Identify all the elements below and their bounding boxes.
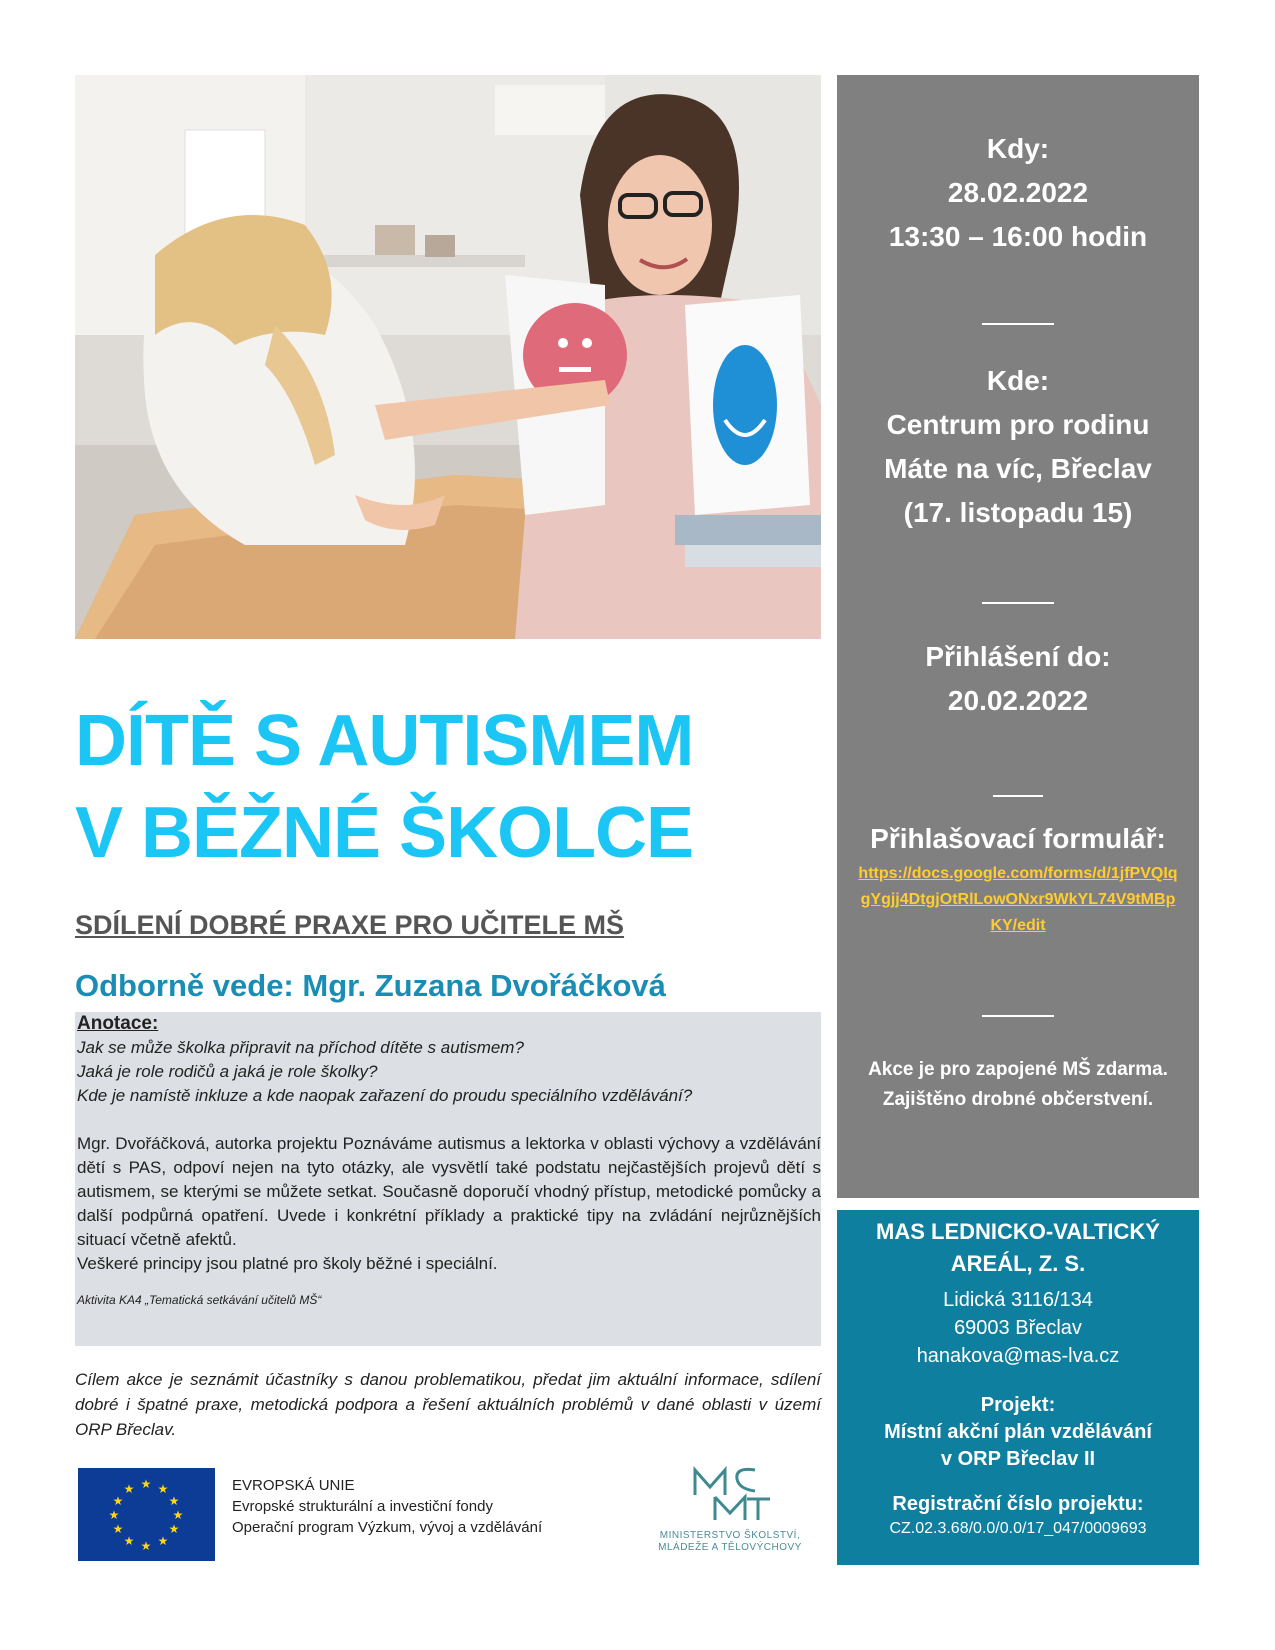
eu-line-2: Evropské strukturální a investiční fondy [232,1498,493,1515]
organizer-street: Lidická 3116/134 [943,1289,1093,1311]
svg-text:★: ★ [140,1477,152,1491]
lecturer-line: Odborně vede: Mgr. Zuzana Dvořáčková [75,968,666,1003]
registration-form-link[interactable]: https://docs.google.com/forms/d/1jfPVQIqgYgjj4DtgjOtRlLowONxr9WkYL74V9tMBpKY/edit [858,865,1178,934]
place-line-1: Centrum pro rodinu [886,409,1150,440]
page-title [75,695,693,879]
organizer-name-1: MAS LEDNICKO-VALTICKÝ [876,1219,1160,1244]
svg-text:★: ★ [123,1534,135,1548]
when-label: Kdy: [986,133,1050,164]
question-1: Jak se může školka připravit na příchod dítěte s autismem? [77,1038,524,1057]
form-label: Přihlašovací formulář: [870,823,1166,854]
question-3: Kde je namístě inkluze a kde naopak zařazení do proudu speciálního vzdělávání? [77,1086,693,1105]
msmt-monogram-icon [685,1465,775,1525]
event-time: 13:30 – 16:00 hodin [888,221,1148,252]
question-2: Jaká je role rodičů a jaká je role školky? [77,1062,378,1081]
subtitle: SDÍLENÍ DOBRÉ PRAXE PRO UČITELE MŠ [75,910,625,940]
place-line-3: (17. listopadu 15) [903,497,1133,528]
where-label: Kde: [986,365,1050,396]
divider [982,323,1054,325]
svg-text:★: ★ [108,1508,120,1522]
goal-paragraph: Cílem akce je seznámit účastníky s danou problematikou, předat jim aktuální informace, sdílení dobré i špatné praxe, metodická podpora a řešení aktuálních problémů v dané oblasti v území ORP Břeclav. [75,1370,821,1439]
svg-text:★: ★ [172,1508,184,1522]
annotation-body: Mgr. Dvořáčková, autorka projektu Poznáváme autismus a lektorka v oblasti výchovy a vzdělávání dětí s PAS, odpoví nejen na tyto otázky, ale vysvětlí také podstatu nejčastějších projevů dětí s autismem, se kterými se můžete setkat. Současně doporučí vhodný přístup, metodické pomůcky a další podpůrná opatření. Uvede i konkrétní příklady a praktické tipy na zvládání nejrůznějších situací včetně afektů. [77,1134,821,1249]
organizer-name-2: AREÁL, Z. S. [950,1251,1086,1276]
organizer-email[interactable]: hanakova@mas-lva.cz [916,1345,1120,1367]
registration-date: 20.02.2022 [947,685,1089,716]
msmt-line-2: MLÁDEŽE A TĚLOVÝCHOVY [658,1542,802,1553]
organizer-city: 69003 Břeclav [954,1317,1082,1339]
reg-number: CZ.02.3.68/0.0/0.0/17_047/0009693 [889,1520,1147,1537]
svg-text:★: ★ [112,1522,124,1536]
annotation-box [75,1012,821,1346]
project-name-1: Místní akční plán vzdělávání [884,1421,1152,1443]
place-line-2: Máte na víc, Břeclav [884,453,1152,484]
eu-line-3: Operační program Výzkum, vývoj a vzdělávání [232,1519,543,1536]
msmt-logo [640,1465,820,1565]
eu-line-1: EVROPSKÁ UNIE [232,1477,355,1494]
svg-text:★: ★ [123,1482,135,1496]
event-date: 28.02.2022 [947,177,1089,208]
divider [982,602,1054,604]
registration-label: Přihlášení do: [925,641,1111,672]
eu-flag-logo [78,1468,215,1561]
free-admission-note: Akce je pro zapojené MŠ zdarma. [868,1059,1168,1080]
divider [993,795,1043,797]
hero-photo [75,75,821,639]
svg-text:★: ★ [157,1534,169,1548]
svg-text:★: ★ [112,1494,124,1508]
project-label: Projekt: [980,1394,1056,1416]
refreshment-note: Zajištěno drobné občerstvení. [882,1089,1154,1110]
project-name-2: v ORP Břeclav II [940,1448,1096,1470]
annotation-principles: Veškeré principy jsou platné pro školy běžné i speciální. [77,1254,498,1273]
annotation-heading: Anotace: [77,1013,159,1034]
title-line-1: DÍTĚ S AUTISMEM [75,701,694,781]
eu-funding-text [232,1475,542,1538]
svg-text:★: ★ [168,1494,180,1508]
reg-number-label: Registrační číslo projektu: [892,1493,1144,1515]
activity-note: Aktivita KA4 „Tematická setkávání učitelů MŠ“ [77,1293,322,1307]
svg-text:★: ★ [168,1522,180,1536]
msmt-line-1: MINISTERSTVO ŠKOLSTVÍ, [659,1530,801,1541]
organizer-box [837,1210,1199,1565]
svg-text:★: ★ [157,1482,169,1496]
divider [982,1015,1054,1017]
event-details-panel [837,75,1199,1198]
svg-text:★: ★ [140,1539,152,1553]
title-line-2: V BĚŽNÉ ŠKOLCE [75,793,694,873]
